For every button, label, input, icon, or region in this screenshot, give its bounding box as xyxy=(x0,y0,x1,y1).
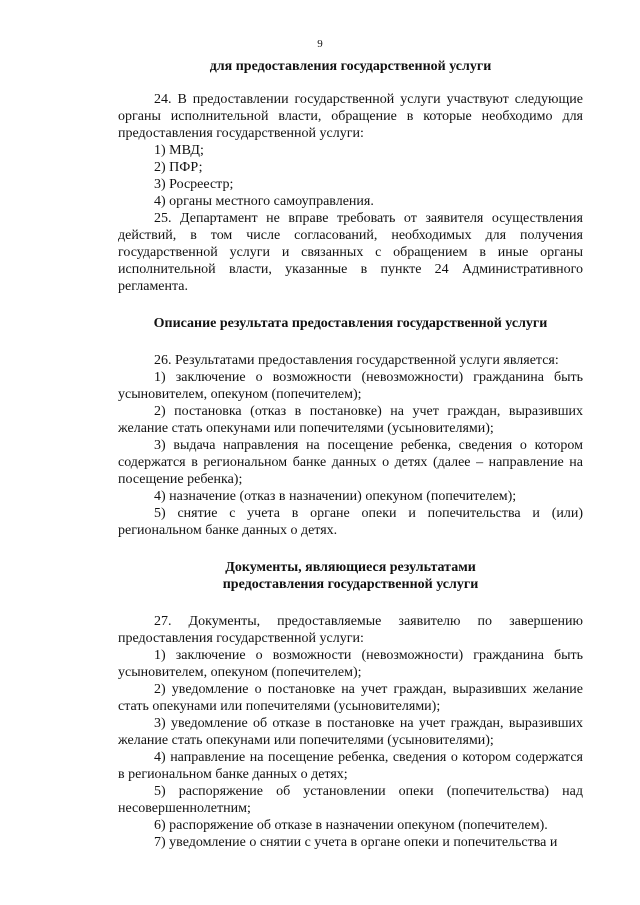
paragraph-26: 26. Результатами предоставления государственной услуги является: xyxy=(154,353,559,368)
paragraph-24: 24. В предоставлении государственной услуги участвуют следующие органы исполнительной власти, обращение в которые необходимо для предоставления государственной услуги: xyxy=(118,92,583,141)
list-item: 3) уведомление об отказе в постановке на учет граждан, выразивших желание стать опекунами или попечителями (усыновителями); xyxy=(118,716,583,748)
section-heading-result: Описание результата предоставления государственной услуги xyxy=(153,316,548,331)
list-item: 4) назначение (отказ в назначении) опекуном (попечителем); xyxy=(154,489,517,504)
section-heading-documents-line2: предоставления государственной услуги xyxy=(222,577,479,592)
paragraph-27: 27. Документы, предоставляемые заявителю по завершению предоставления государственной услуги: xyxy=(118,614,583,646)
list-item: 2) ПФР; xyxy=(154,160,203,175)
list-item: 1) заключение о возможности (невозможности) гражданина быть усыновителем, опекуном (попечителем); xyxy=(118,370,583,402)
list-item: 6) распоряжение об отказе в назначении опекуном (попечителем). xyxy=(154,818,548,833)
list-item: 4) органы местного самоуправления. xyxy=(154,194,374,209)
list-item: 2) постановка (отказ в постановке) на учет граждан, выразивших желание стать опекунами или попечителями (усыновителями); xyxy=(118,404,583,436)
list-item: 2) уведомление о постановке на учет граждан, выразивших желание стать опекунами или попечителями (усыновителями); xyxy=(118,682,583,714)
paragraph-25: 25. Департамент не вправе требовать от заявителя осуществления действий, в том числе согласований, необходимых для получения государственной услуги и связанных с обращением в иные органы исполнительной власти, указанные в пункте 24 Административного регламента. xyxy=(118,211,583,294)
list-item: 5) распоряжение об установлении опеки (попечительства) над несовершеннолетним; xyxy=(118,784,583,816)
list-item: 7) уведомление о снятии с учета в органе опеки и попечительства и xyxy=(154,835,558,850)
page-content xyxy=(118,58,583,851)
list-item: 3) Росреестр; xyxy=(154,177,234,192)
section-heading-continuation: для предоставления государственной услуги xyxy=(209,59,492,74)
list-item: 1) МВД; xyxy=(154,143,204,158)
list-item: 5) снятие с учета в органе опеки и попечительства и (или) региональном банке данных о детях. xyxy=(118,506,583,538)
page-number: 9 xyxy=(317,38,323,50)
list-item: 4) направление на посещение ребенка, сведения о котором содержатся в региональном банке данных о детях; xyxy=(118,750,583,782)
list-item: 1) заключение о возможности (невозможности) гражданина быть усыновителем, опекуном (попечителем); xyxy=(118,648,583,680)
section-heading-documents-line1: Документы, являющиеся результатами xyxy=(225,560,476,575)
list-item: 3) выдача направления на посещение ребенка, сведения о котором содержатся в региональном банке данных о детях (далее – направление на посещение ребенка); xyxy=(118,438,583,487)
